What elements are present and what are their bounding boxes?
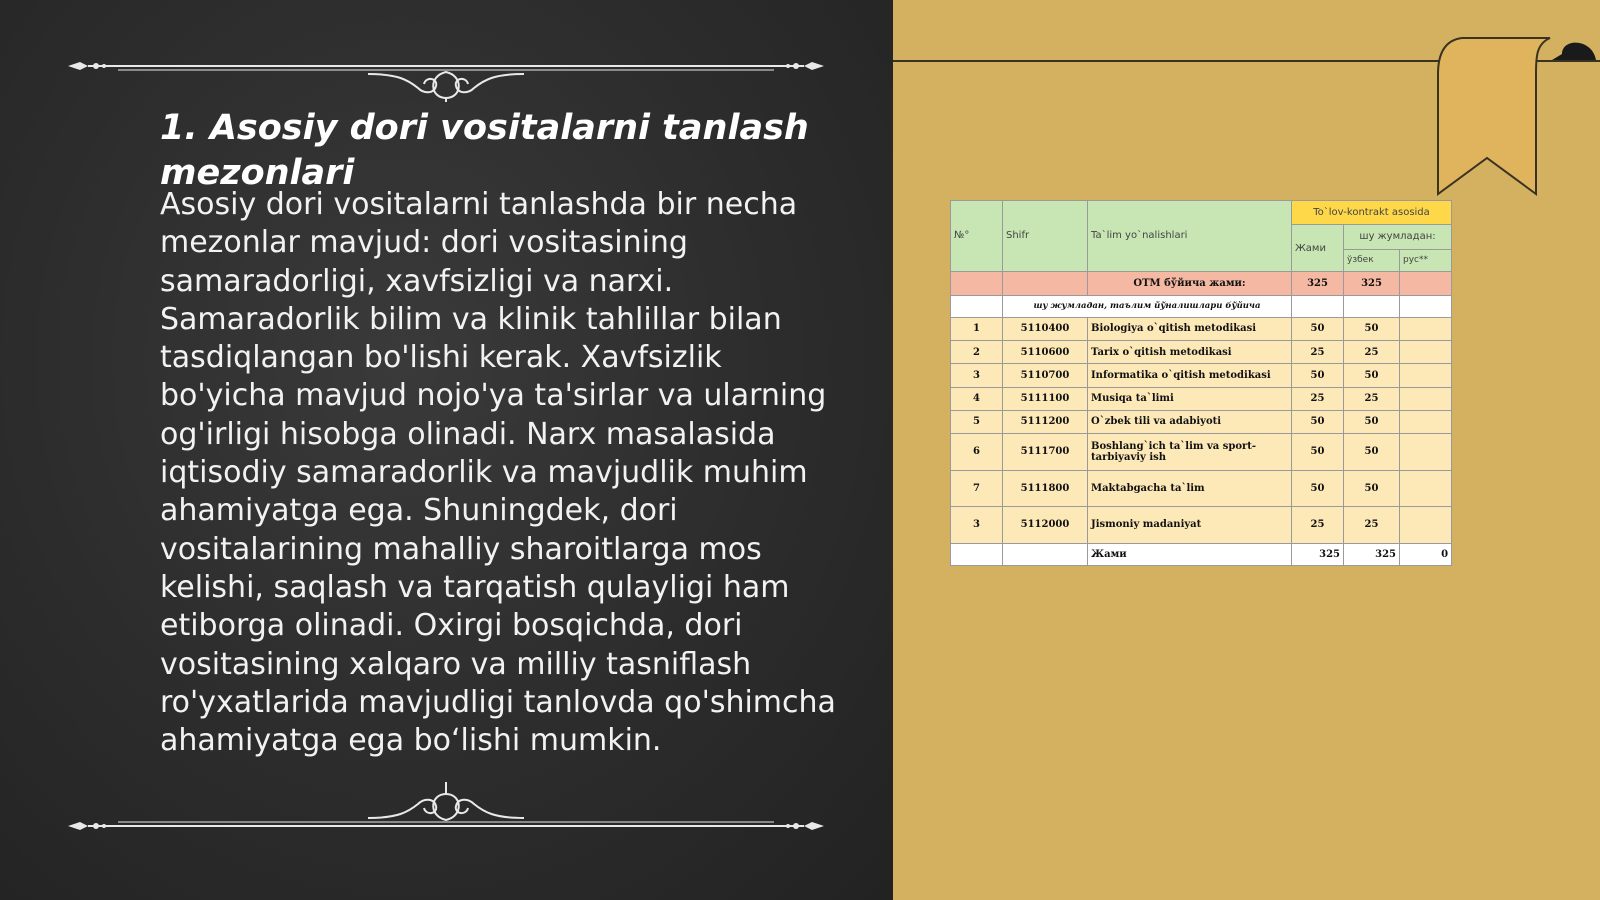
enrollment-table xyxy=(950,200,1452,566)
row-code: 5111700 xyxy=(1003,434,1088,471)
row-number: 3 xyxy=(951,507,1003,544)
row-russian xyxy=(1400,340,1452,363)
row-name: Tarix o`qitish metodikasi xyxy=(1088,340,1292,363)
row-uzbek: 25 xyxy=(1344,507,1400,544)
top-ornament-divider xyxy=(68,32,824,102)
row-total: 50 xyxy=(1292,410,1344,433)
header-code: Shifr xyxy=(1003,201,1088,272)
sum-uzbek: 325 xyxy=(1344,271,1400,295)
row-total: 50 xyxy=(1292,434,1344,471)
row-code: 5110600 xyxy=(1003,340,1088,363)
row-number: 2 xyxy=(951,340,1003,363)
table-row xyxy=(951,340,1452,363)
table-row xyxy=(951,387,1452,410)
header-subgroup: шу жумладан: xyxy=(1344,225,1452,249)
sum-russian xyxy=(1400,271,1452,295)
row-russian xyxy=(1400,364,1452,387)
row-code: 5112000 xyxy=(1003,507,1088,544)
row-uzbek: 25 xyxy=(1344,387,1400,410)
row-number: 1 xyxy=(951,317,1003,340)
row-name: Jismoniy madaniyat xyxy=(1088,507,1292,544)
row-code: 5110400 xyxy=(1003,317,1088,340)
bookmark-ribbon-icon xyxy=(1432,34,1600,204)
row-uzbek: 50 xyxy=(1344,364,1400,387)
enrollment-table-image xyxy=(950,200,1451,566)
total-row xyxy=(951,543,1452,565)
row-total: 50 xyxy=(1292,317,1344,340)
footer-label: Жами xyxy=(1088,543,1292,565)
row-code: 5111200 xyxy=(1003,410,1088,433)
table-row xyxy=(951,317,1452,340)
row-name: Informatika o`qitish metodikasi xyxy=(1088,364,1292,387)
row-russian xyxy=(1400,470,1452,507)
row-code: 5111800 xyxy=(1003,470,1088,507)
row-uzbek: 50 xyxy=(1344,410,1400,433)
row-name: O`zbek tili va adabiyoti xyxy=(1088,410,1292,433)
row-number: 4 xyxy=(951,387,1003,410)
row-total: 25 xyxy=(1292,507,1344,544)
row-total: 50 xyxy=(1292,470,1344,507)
header-direction: Ta`lim yo`nalishlari xyxy=(1088,201,1292,272)
bottom-ornament-divider xyxy=(68,770,824,840)
footer-uzbek: 325 xyxy=(1344,543,1400,565)
row-name: Biologiya o`qitish metodikasi xyxy=(1088,317,1292,340)
header-total: Жами xyxy=(1292,225,1344,272)
row-russian xyxy=(1400,317,1452,340)
table-row xyxy=(951,470,1452,507)
sum-total: 325 xyxy=(1292,271,1344,295)
header-contract-group: To`lov-kontrakt asosida xyxy=(1292,201,1452,225)
row-total: 50 xyxy=(1292,364,1344,387)
table-row xyxy=(951,507,1452,544)
sub-caption-row xyxy=(951,296,1452,317)
row-name: Boshlang`ich ta`lim va sport-tarbiyaviy ish xyxy=(1088,434,1292,471)
sum-label: ОТМ бўйича жами: xyxy=(1088,271,1292,295)
row-code: 5111100 xyxy=(1003,387,1088,410)
row-uzbek: 50 xyxy=(1344,317,1400,340)
sum-row xyxy=(951,271,1452,295)
row-number: 3 xyxy=(951,364,1003,387)
row-number: 6 xyxy=(951,434,1003,471)
slide-body-text: Asosiy dori vositalarni tanlashda bir necha mezonlar mavjud: dori vositasining samaradorligi, xavfsizligi va narxi. Samaradorlik bilim va klinik tahlillar bilan tasdiqlangan bo'lishi kerak. Xavfsizlik bo'yicha mavjud nojo'ya ta'sirlar va ularning og'irligi hisobga olinadi. Narx masalasida iqtisodiy samaradorlik va mavjudlik muhim ahamiyatga ega. Shuningdek, dori vositalarining mahalliy sharoitlarga mos kelishi, saqlash va tarqatish qulayligi ham etiborga olinadi. Oxirgi bosqichda, dori vositasining xalqaro va milliy tasniflash ro'yxatlarida mavjudligi tanlovda qo'shimcha ahamiyatga ega bo‘lishi mumkin. xyxy=(160,187,836,759)
row-uzbek: 50 xyxy=(1344,470,1400,507)
row-total: 25 xyxy=(1292,387,1344,410)
row-russian xyxy=(1400,434,1452,471)
row-number: 5 xyxy=(951,410,1003,433)
row-number: 7 xyxy=(951,470,1003,507)
sub-caption: шу жумладан, таълим йўналишлари бўйича xyxy=(1003,296,1292,317)
table-row xyxy=(951,434,1452,471)
table-row xyxy=(951,364,1452,387)
row-code: 5110700 xyxy=(1003,364,1088,387)
header-russian: рус** xyxy=(1400,249,1452,271)
footer-total: 325 xyxy=(1292,543,1344,565)
row-russian xyxy=(1400,387,1452,410)
header-uzbek: ўзбек xyxy=(1344,249,1400,271)
row-uzbek: 50 xyxy=(1344,434,1400,471)
row-name: Musiqa ta`limi xyxy=(1088,387,1292,410)
row-uzbek: 25 xyxy=(1344,340,1400,363)
row-russian xyxy=(1400,507,1452,544)
header-number: №° xyxy=(951,201,1003,272)
row-total: 25 xyxy=(1292,340,1344,363)
row-name: Maktabgacha ta`lim xyxy=(1088,470,1292,507)
row-russian xyxy=(1400,410,1452,433)
footer-russian: 0 xyxy=(1400,543,1452,565)
table-row xyxy=(951,410,1452,433)
slide-title: 1. Asosiy dori vositalarni tanlash mezonlari xyxy=(160,108,809,193)
